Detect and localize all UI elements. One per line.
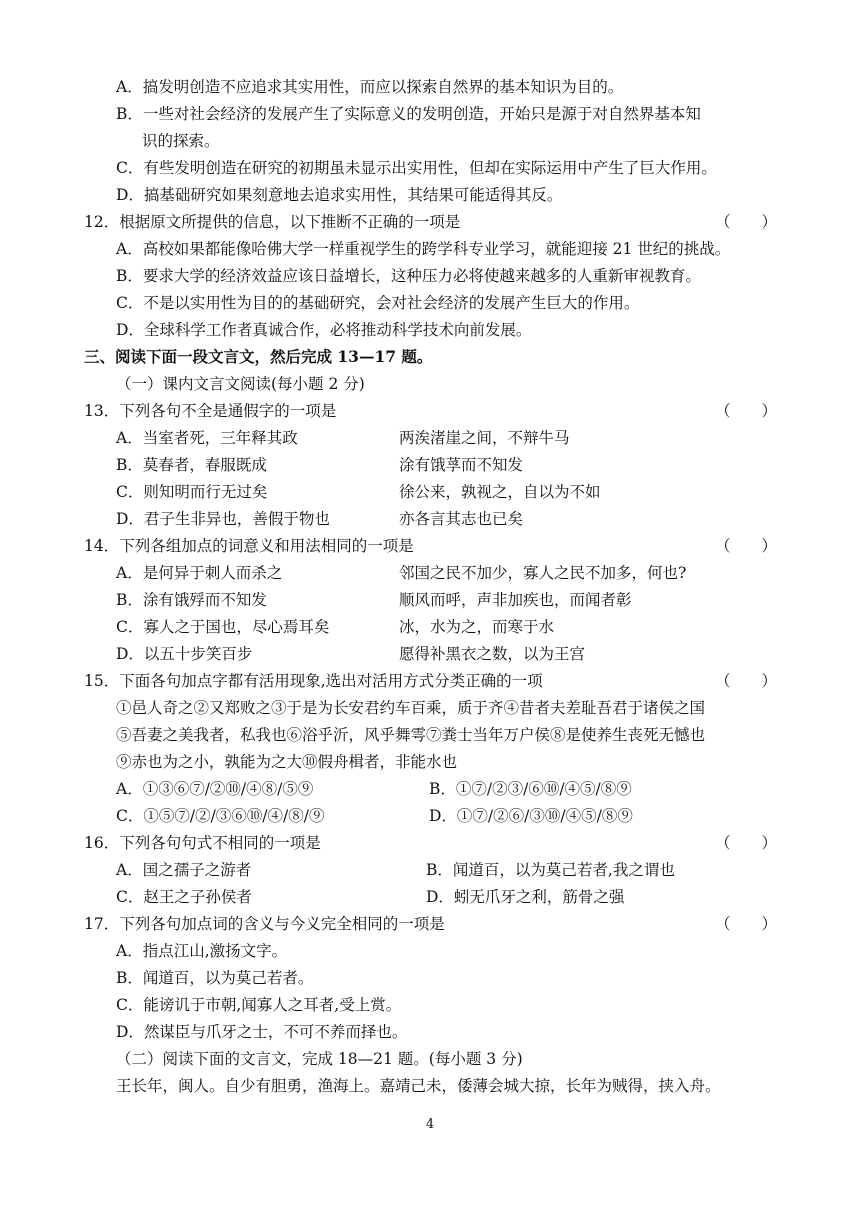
q14-answer-bracket: （ ）: [715, 537, 778, 555]
q15-option-b: B．①⑦/②③/⑥⑩/④⑤/⑧⑨: [429, 780, 632, 798]
q15-sentence-line-2: ⑤吾妻之美我者，私我也⑥浴乎沂，风乎舞雩⑦粪士当年万户侯⑧是使养生丧死无憾也: [116, 726, 706, 744]
q12-option-a: A．高校如果都能像哈佛大学一样重视学生的跨学科专业学习，就能迎接 21 世纪的挑战。: [116, 240, 731, 258]
q13-option-a-right: 两涘渚崖之间，不辩牛马: [399, 429, 570, 447]
q12-option-c: C．不是以实用性为目的的基础研究，会对社会经济的发展产生巨大的作用。: [116, 294, 640, 312]
page-number: 4: [425, 1117, 435, 1132]
q16-option-a: A．国之孺子之游者: [116, 861, 252, 879]
q13-option-d-right: 亦各言其志也已矣: [399, 510, 524, 528]
q17-option-b: B．闻道百，以为莫己若者。: [116, 969, 314, 987]
q11-option-b: B．一些对社会经济的发展产生了实际意义的发明创造，开始只是源于对自然界基本知: [116, 105, 701, 123]
q12-answer-bracket: （ ）: [715, 213, 778, 231]
q17-answer-bracket: （ ）: [715, 915, 778, 933]
q14-option-c-right: 冰，水为之，而寒于水: [399, 618, 555, 636]
q14-option-a-right: 邻国之民不加少，寡人之民不加多，何也?: [399, 564, 687, 582]
q16-option-c: C．赵王之子孙侯者: [116, 888, 252, 906]
q15-option-d: D．①⑦/②⑥/③⑩/④⑤/⑧⑨: [429, 807, 633, 825]
q17-option-d: D．然谋臣与爪牙之士，不可不养而择也。: [116, 1023, 408, 1041]
q12-option-d: D．全球科学工作者真诚合作，必将推动科学技术向前发展。: [116, 321, 532, 339]
q12-option-b: B．要求大学的经济效益应该日益增长，这种压力必将使越来越多的人重新审视教育。: [116, 267, 701, 285]
q16-answer-bracket: （ ）: [715, 834, 778, 852]
q14-option-a-left: A．是何异于刺人而杀之: [116, 564, 283, 582]
q14-option-d-left: D．以五十步笑百步: [116, 645, 253, 663]
q15-answer-bracket: （ ）: [715, 672, 778, 690]
q13-option-c-right: 徐公来，孰视之，自以为不如: [399, 483, 601, 501]
passage-line-1: 王长年，闽人。自少有胆勇，渔海上。嘉靖己未，倭薄会城大掠，长年为贼得，挟入舟。: [116, 1077, 721, 1095]
q17-option-a: A．指点江山,激扬文字。: [116, 942, 288, 960]
q17-stem: 17．下列各句加点词的含义与今义完全相同的一项是: [84, 915, 445, 933]
q13-option-d-left: D．君子生非异也，善假于物也: [116, 510, 330, 528]
q15-sentence-line-1: ①邑人奇之②又郑败之③于是为长安君约车百乘，质于齐④昔者夫差耻吾君于诸侯之国: [116, 699, 706, 717]
q13-option-a-left: A．当室者死，三年释其政: [116, 429, 298, 447]
q14-stem: 14．下列各组加点的词意义和用法相同的一项是: [84, 537, 414, 555]
q14-option-b-left: B．涂有饿殍而不知发: [116, 591, 267, 609]
q11-option-c: C．有些发明创造在研究的初期虽未显示出实用性，但却在实际运用中产生了巨大作用。: [116, 159, 717, 177]
q11-option-b-cont: 识的探索。: [142, 132, 220, 150]
q11-option-d: D．搞基础研究如果刻意地去追求实用性，其结果可能适得其反。: [116, 186, 563, 204]
q15-sentence-line-3: ⑨赤也为之小，孰能为之大⑩假舟楫者，非能水也: [116, 753, 458, 771]
q16-stem: 16．下列各句句式不相同的一项是: [84, 834, 321, 852]
section-3-sub1: （一）课内文言文阅读(每小题 2 分): [116, 375, 365, 393]
q14-option-d-right: 愿得补黑衣之数，以为王宫: [399, 645, 586, 663]
q12-stem: 12．根据原文所提供的信息，以下推断不正确的一项是: [84, 213, 461, 231]
q15-stem: 15．下面各句加点字都有活用现象,选出对活用方式分类正确的一项: [84, 672, 543, 690]
section-3-sub2: （二）阅读下面的文言文，完成 18—21 题。(每小题 3 分): [116, 1050, 523, 1068]
q13-option-c-left: C．则知明而行无过矣: [116, 483, 268, 501]
q13-stem: 13．下列各句不全是通假字的一项是: [84, 402, 337, 420]
section-3-title: 三、阅读下面一段文言文，然后完成 13—17 题。: [84, 347, 433, 366]
q17-option-c: C．能谤讥于市朝,闻寡人之耳者,受上赏。: [116, 996, 402, 1014]
q15-option-c: C．①⑤⑦/②/③⑥⑩/④/⑧/⑨: [116, 807, 325, 825]
q14-option-c-left: C．寡人之于国也，尽心焉耳矣: [116, 618, 330, 636]
q14-option-b-right: 顺风而呼，声非加疾也，而闻者彰: [399, 591, 632, 609]
q11-option-a: A．搞发明创造不应追求其实用性，而应以探索自然界的基本知识为目的。: [116, 78, 624, 96]
q13-option-b-right: 涂有饿莩而不知发: [399, 456, 524, 474]
q13-answer-bracket: （ ）: [715, 402, 778, 420]
q16-option-d: D．蚓无爪牙之利，筋骨之强: [426, 888, 625, 906]
q16-option-b: B．闻道百，以为莫己若者,我之谓也: [426, 861, 675, 879]
q15-option-a: A．①③⑥⑦/②⑩/④⑧/⑤⑨: [116, 780, 314, 798]
q13-option-b-left: B．莫春者，春服既成: [116, 456, 267, 474]
